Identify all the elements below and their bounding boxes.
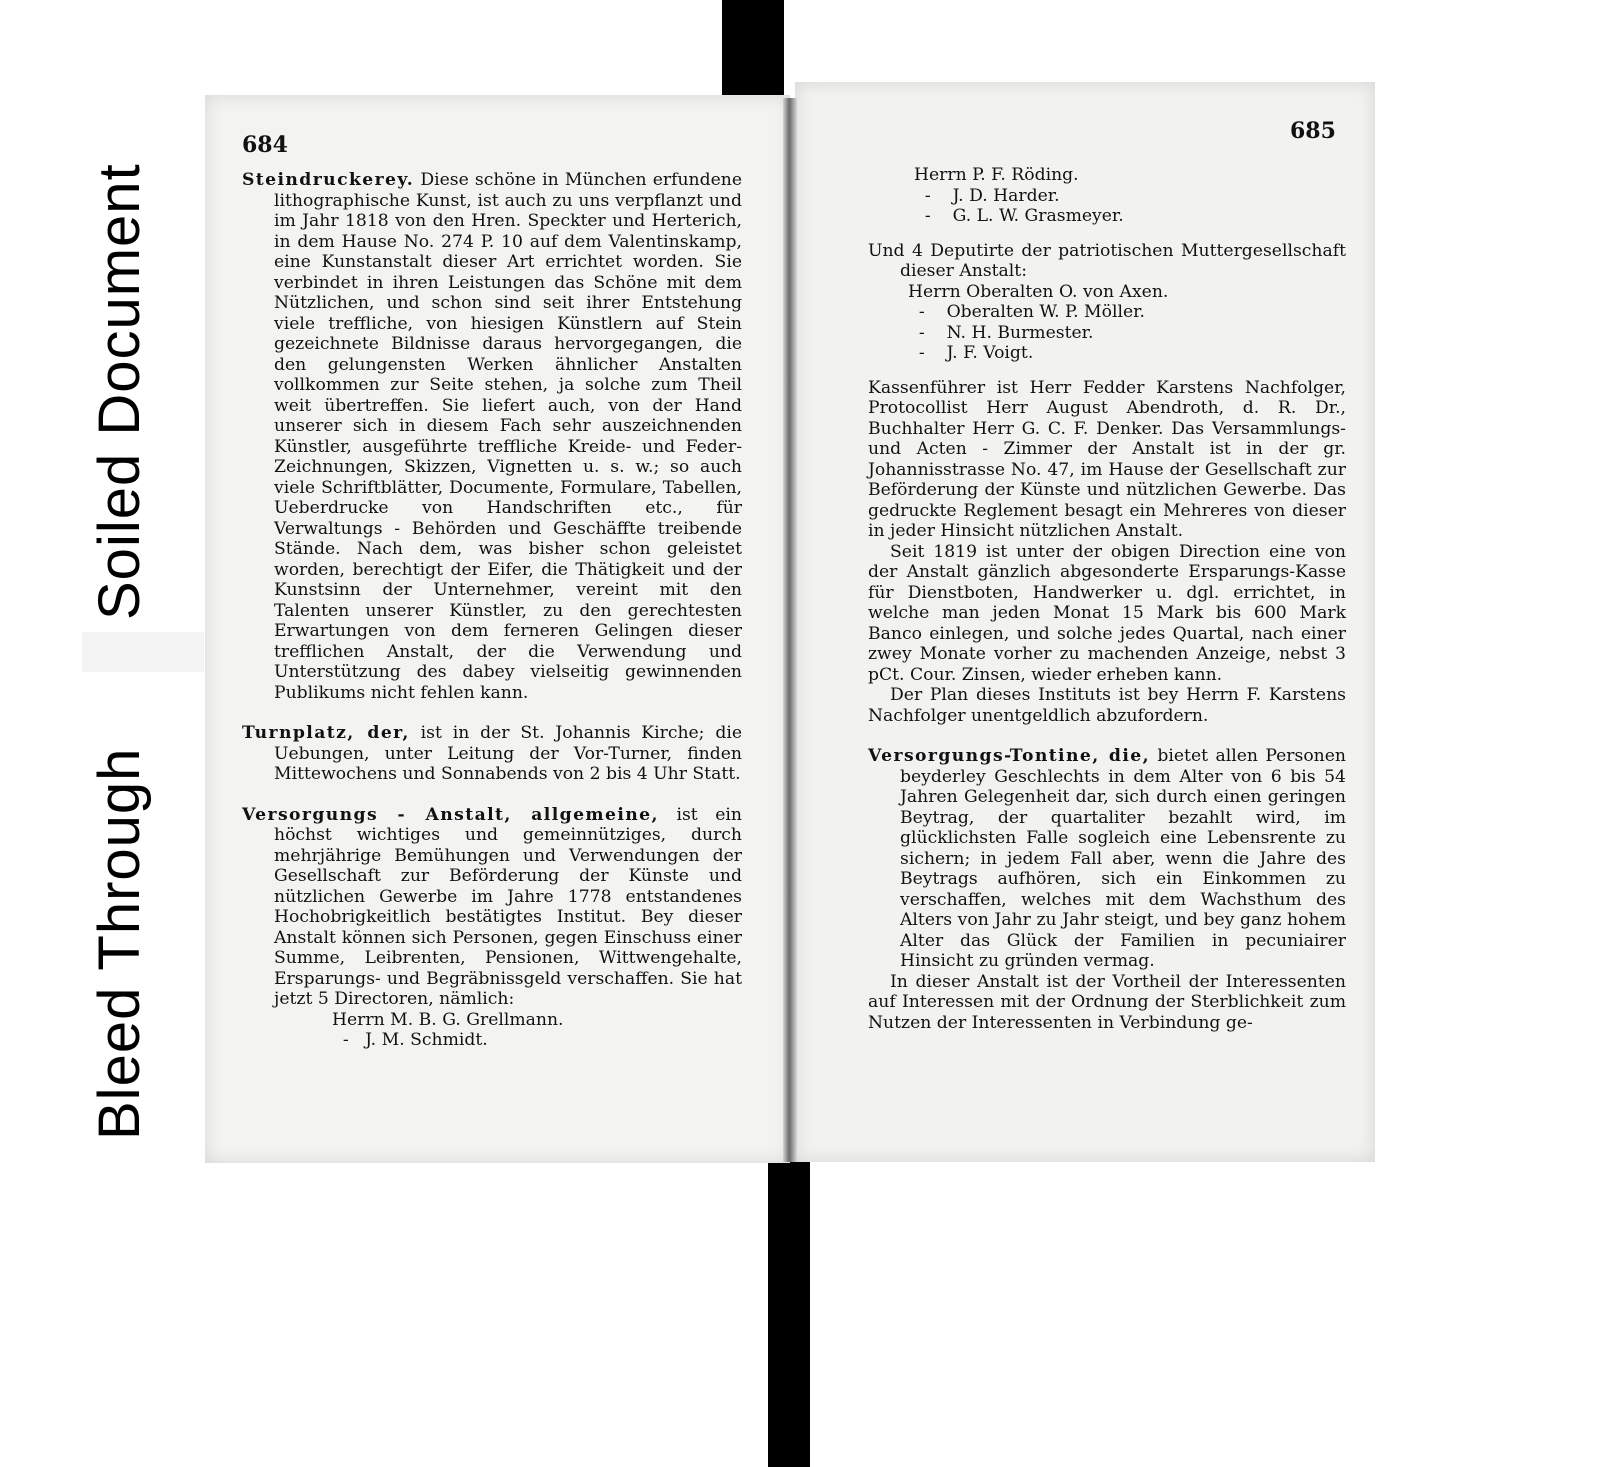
deputy-list — [868, 282, 1346, 364]
soiled-document-label: Soiled Document — [87, 163, 152, 620]
entry-steindruckerey — [242, 170, 742, 703]
entry-turnplatz — [242, 723, 742, 785]
entry-versorgungs-tontine — [836, 746, 1346, 972]
deputirte-paragraph: Und 4 Deputirte der patriotischen Muttergesellschaft dieser Anstalt: — [868, 240, 1346, 281]
director-name: - J. D. Harder. — [914, 185, 1060, 206]
right-page-number: 685 — [1290, 118, 1336, 144]
deputy-name: - J. F. Voigt. — [908, 343, 1034, 363]
left-page-text — [242, 170, 742, 1051]
deputy-name: Herrn Oberalten O. von Axen. — [908, 281, 1169, 302]
entry-body: ist in der St. Johannis Kirche; die Uebungen, unter Leitung der Vor-Turner, finden Mittewochens und Sonnabends von 2 bis 4 Uhr Statt. — [274, 723, 743, 784]
director-name: - G. L. W. Grasmeyer. — [914, 206, 1124, 226]
director-list-continued — [868, 165, 1346, 227]
director-name: Herrn P. F. Röding. — [914, 165, 1079, 185]
deputy-name: - Oberalten W. P. Möller. — [908, 302, 1145, 322]
ersparungs-paragraph: Seit 1819 ist unter der obigen Direction eine von der Anstalt gänzlich abgesonderte Ersparungs-Kasse für Dienstboten, Handwerker u. dgl. errichtet, in welche man jeden Monat 15 Mark bis 600 Mark Banco einlegen, und solche jedes Quartal, nach einer zwey Monate vorher zu machenden Anzeige, nebst 3 pCt. Cour. Zinsen, wieder erheben kann. — [868, 541, 1346, 685]
binding-strip-bottom — [768, 1160, 810, 1467]
director-name: Herrn M. B. G. Grellmann. — [332, 1009, 564, 1030]
book-gutter — [783, 98, 797, 1162]
left-page-number: 684 — [242, 132, 288, 158]
entry-body: Diese schöne in München erfundene lithographische Kunst, ist auch zu uns verpflanzt und im Jahr 1818 von den Hren. Speckter und Herterich, in dem Hause No. 274 P. 10 auf dem Valentinskamp, eine Kunstanstalt dieser Art errichtet worden. Sie verbindet in ihren Leistungen das Schöne mit dem Nützlichen, und schon sind seit ihrer Entstehung viele treffliche, von hiesigen Künstlern auf Stein gezeichnete Bildnisse daraus hervorgegangen, die den gelungensten Werken ähnlicher Anstalten vollkommen zur Seite stehen, ja solche zum Theil weit übertreffen. Sie liefert auch, von der Hand unserer sich in diesem Fach sehr auszeichnenden Künstler, ausgeführte treffliche Kreide- und Feder-Zeichnungen, Skizzen, Vignetten u. s. w.; so auch viele Schriftblätter, Documente, Formulare, Tabellen, Ueberdrucke von Handschriften etc., für Verwaltungs - Behörden und Geschäffte treibende Stände. Nach dem, was bisher schon geleistet worden, berechtigt der Eifer, die Thätigkeit und der Kunstsinn der Unternehmer, vereint mit den Talenten unserer Künstler, zu den gerechtesten Erwartungen von dem ferneren Gelingen dieser trefflichen Anstalt, der die Verwendung und Unterstützung des dabey vielseitig gewinnenden Publikums nicht fehlen kann. — [274, 170, 742, 703]
bleed-through-label: Bleed Through — [87, 747, 152, 1140]
binding-strip-top — [722, 0, 784, 104]
kassen-paragraph: Kassenführer ist Herr Fedder Karstens Nachfolger, Protocollist Herr August Abendroth, d. R. Dr., Buchhalter Herr G. C. F. Denker. Das Versammlungs- und Acten - Zimmer der Anstalt ist in der gr. Johannisstrasse No. 47, im Hause der Gesellschaft zur Beförderung der Künste und nützlichen Gewerbe. Das gedruckte Reglement besagt ein Mehreres von dieser in jeder Hinsicht nützlichen Anstalt. — [868, 377, 1346, 541]
director-list — [242, 1010, 742, 1051]
entry-heading: Versorgungs-Tontine, die, — [868, 746, 1150, 766]
entry-heading: Versorgungs - Anstalt, allgemeine, — [242, 804, 659, 825]
director-name: - J. M. Schmidt. — [332, 1030, 488, 1050]
tontine-continuation: In dieser Anstalt ist der Vortheil der Interessenten auf Interessen mit der Ordnung der Sterblichkeit zum Nutzen der Interessenten in Verbindung ge- — [868, 971, 1346, 1033]
entry-heading: Steindruckerey. — [242, 170, 415, 190]
right-page-text — [868, 165, 1346, 1033]
label-separator — [82, 632, 204, 672]
deputy-name: - N. H. Burmester. — [908, 322, 1094, 343]
entry-versorgungs-anstalt — [242, 805, 742, 1010]
entry-body: bietet allen Personen beyderley Geschlechts in dem Alter von 6 bis 54 Jahren Gelegenheit dar, sich durch einen geringen Beytrag, der quartaliter bezahlt wird, im glücklichsten Falle sogleich eine Lebensrente zu sichern; in jedem Fall aber, wenn die Jahre des Beytrags aufhören, sich ein Einkommen zu verschaffen, welches mit dem Wachsthum des Alters von Jahr zu Jahr steigt, und bey ganz hohem Alter das Glück der Familien in pecuniairer Hinsicht zu gründen vermag. — [900, 746, 1346, 971]
entry-heading: Turnplatz, der, — [242, 723, 410, 743]
entry-body: ist ein höchst wichtiges und gemeinnütziges, durch mehrjährige Bemühungen und Verwendungen der Gesellschaft zur Beförderung der Künste und nützlichen Gewerbe im Jahre 1778 entstandenes Hochobrigkeitlich bestätigtes Institut. Bey dieser Anstalt können sich Personen, gegen Einschuss einer Summe, Leibrenten, Pensionen, Wittwengehalte, Ersparungs- und Begräbnissgeld verschaffen. Sie hat jetzt 5 Directoren, nämlich: — [274, 804, 742, 1009]
plan-paragraph: Der Plan dieses Instituts ist bey Herrn F. Karstens Nachfolger unentgeldlich abzufordern. — [868, 685, 1346, 726]
